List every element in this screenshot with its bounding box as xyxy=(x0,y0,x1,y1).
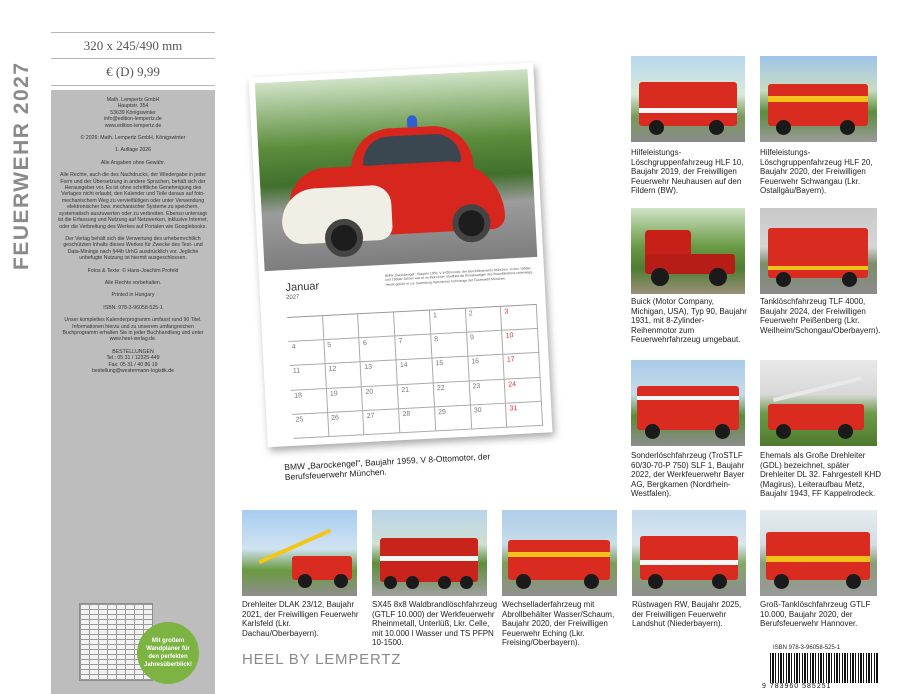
web: www.edition-lempertz.de xyxy=(104,122,162,129)
edition: 1. Auflage 2026 xyxy=(114,147,152,154)
thumb-caption: Hilfeleistungs-Löschgruppenfahrzeug HLF 10, Baujahr 2019, der Freiwilligen Feuerwehr Neuhausen auf den Fildern (BW). xyxy=(631,148,744,195)
printed-in: Printed in Hungary xyxy=(111,292,155,299)
imprint-text xyxy=(58,97,208,380)
thumb-photo xyxy=(242,510,357,596)
calendar-day-cell: 30 xyxy=(471,403,508,429)
calendar-day-cell: 16 xyxy=(468,355,505,381)
price: € (D) 9,99 xyxy=(51,59,215,86)
calendar-day-cell: 7 xyxy=(395,335,432,361)
thumb-caption: SX45 8x8 Waldbrandlöschfahrzeug (GTLF 10.000) der Werkfeuerwehr Rheinmetall, Unterlüß, Lkr. Celle, mit 10.000 l Wasser und TS PFPN 10-1500. xyxy=(372,600,498,647)
publisher: Math. Lempertz GmbH xyxy=(106,97,160,103)
calendar-day-cell: 27 xyxy=(364,409,401,435)
calendar-grid xyxy=(287,304,543,439)
calendar-day-cell: 9 xyxy=(467,331,504,357)
thumb-caption: Wechselladerfahrzeug mit Abrollbehälter Wasser/Schaum, Baujahr 2020, der Freiwilligen Feuerwehr Eching (Lkr. Freising/Oberbayern). xyxy=(502,600,615,647)
calendar-day-cell xyxy=(358,312,395,338)
tdm-text: Der Verlag behält sich die Verwertung des urheberrechtlich geschützten Inhalts dieses Werkes für Zwecke des Text- und Data-Minings nach §44b UrhG ausdrücklich vor. Jegliche unbefugte Nutzung ist hiermit ausgeschlossen. xyxy=(63,235,203,262)
fax: Fax: 05 31 / 40 86 19 xyxy=(108,361,158,368)
calendar-month: Januar xyxy=(285,280,320,295)
thumb-photo xyxy=(502,510,617,596)
calendar-day-cell: 4 xyxy=(288,340,325,366)
calendar-day-cell: 21 xyxy=(398,383,435,409)
thumb-photo xyxy=(760,56,877,142)
calendar-day-cell: 31 xyxy=(506,402,543,428)
main-calendar-mockup xyxy=(249,63,553,447)
thumb-caption: Tanklöschfahrzeug TLF 4000, Baujahr 2024, der Freiwilligen Feuerwehr Peißenberg (Lkr. Weilheim/Schongau/Oberbayern). xyxy=(760,297,881,335)
calendar-day-cell: 28 xyxy=(399,407,436,433)
thumb-caption: Rüstwagen RW, Baujahr 2025, der Freiwilligen Feuerwehr Landshut (Niederbayern). xyxy=(632,600,742,628)
thumb-caption: Ehemals als Große Drehleiter (GDL) bezeichnet, später Drehleiter DL 32. Fahrgestell KHD (Magirus), Leiteraufbau Metz, Baujahr 1943, FF Kappelrodeck. xyxy=(760,451,882,498)
thumb-photo xyxy=(760,360,877,446)
thumb-caption: Groß-Tanklöschfahrzeug GTLF 10.000, Baujahr 2020, der Berufsfeuerwehr Hannover. xyxy=(760,600,871,628)
calendar-photo-caption: BMW „Barockengel", Baujahr 1959, V 8-Ottomotor, der Berufsfeuerwehr München. In den 1950er- und 1960er-Jahren war er im Münchner Stadtbild als Einsatzwagen des Branddirektors unterwegs. Heute gehört er zur Sammlung historischer Fahrzeuge der Feuerwehr München. xyxy=(384,266,534,287)
publisher-brand: HEEL BY LEMPERTZ xyxy=(242,651,402,668)
thumb-photo xyxy=(631,360,745,446)
calendar-day-cell: 18 xyxy=(291,389,328,415)
calendar-day-cell: 1 xyxy=(430,309,467,335)
wall-planner-badge: Mit großem Wandplaner für den perfekten Jahresüberblick! xyxy=(137,622,199,684)
calendar-day-cell: 3 xyxy=(501,305,538,331)
main-photo-caption: BMW „Barockengel", Baujahr 1959, V 8-Ottomotor, der Berufsfeuerwehr München. xyxy=(284,451,491,482)
barcode xyxy=(770,653,878,683)
calendar-day-cell: 14 xyxy=(397,359,434,385)
thumb-photo xyxy=(631,208,745,294)
calendar-day-cell: 13 xyxy=(361,361,398,387)
photo-credits: Fotos & Texte: © Hans-Joachim Profeld xyxy=(87,267,179,274)
disclaimer: Alle Angaben ohne Gewähr. xyxy=(100,159,166,166)
calendar-day-cell: 29 xyxy=(435,405,472,431)
calendar-day-cell: 24 xyxy=(505,377,542,403)
calendar-day-cell: 17 xyxy=(504,353,541,379)
copyright: © 2026: Math. Lempertz GmbH, Königswinter xyxy=(80,135,186,142)
thumb-caption: Drehleiter DLAK 23/12, Baujahr 2021, der Freiwilligen Feuerwehr Karlsfeld (Lkr. Dachau/Oberbayern). xyxy=(242,600,359,638)
isbn-text: ISBN: 978-3-96058-525-1 xyxy=(103,304,163,311)
thumb-caption: Buick (Motor Company, Michigan, USA), Typ 90, Baujahr 1931, mit 8-Zylinder-Reihenmotor zum Feuerwehrfahrzeug umgebaut. xyxy=(631,297,747,344)
calendar-day-cell: 26 xyxy=(328,411,365,437)
main-photo xyxy=(255,69,537,271)
calendar-day-cell: 2 xyxy=(465,307,502,333)
thumb-caption: Hilfeleistungs-Löschgruppenfahrzeug HLF 20, Baujahr 2020, der Freiwilligen Feuerwehr Schwangau (Lkr. Ostallgäu/Bayern). xyxy=(760,148,873,195)
calendar-day-cell: 20 xyxy=(362,385,399,411)
program-text: Unser komplettes Kalenderprogramm umfasst rund 90 Titel. Informationen hierzu und zu unserem umfangreichen Buchprogramm erhalten Sie in jeder Buchhandlung und unter www.heel-verlag.de. xyxy=(62,317,204,343)
thumb-photo xyxy=(632,510,746,596)
calendar-year: 2027 xyxy=(285,294,300,302)
spine xyxy=(0,0,215,694)
format-size: 320 x 245/490 mm xyxy=(51,32,215,59)
calendar-day-cell: 19 xyxy=(327,387,364,413)
calendar-day-cell xyxy=(323,314,360,340)
thumb-photo xyxy=(631,56,745,142)
thumb-photo xyxy=(760,208,877,294)
tel: Tel.: 05 31 / 12325-449 xyxy=(106,355,160,362)
calendar-day-cell: 15 xyxy=(432,357,469,383)
reserved: Alle Rechte vorbehalten. xyxy=(104,279,162,286)
calendar-day-cell: 25 xyxy=(292,413,329,439)
isbn-label: ISBN 978-3-96058-525-1 xyxy=(773,645,841,651)
calendar-day-cell: 8 xyxy=(431,333,468,359)
street: Hauptstr. 354 xyxy=(117,103,149,110)
order-email: bestellung@westermann-logistik.de xyxy=(92,368,174,374)
calendar-day-cell: 5 xyxy=(324,338,361,364)
calendar-day-cell: 12 xyxy=(325,363,362,389)
barcode-number: 9 783960 585251 xyxy=(762,683,832,690)
calendar-day-cell xyxy=(394,311,431,337)
thumb-photo xyxy=(760,510,877,596)
spine-title: FEUERWEHR 2027 xyxy=(10,61,33,270)
calendar-day-cell xyxy=(287,316,324,342)
calendar-day-cell: 11 xyxy=(290,364,327,390)
calendar-day-cell: 23 xyxy=(469,379,506,405)
calendar-day-cell: 22 xyxy=(434,381,471,407)
rights-text: Alle Rechte, auch die des Nachdrucks, der Wiedergabe in jeder Form und der Übersetzung in andere Sprachen, behält sich der Herausgeber vor. Es ist ohne schriftliche Genehmigung des Verlages nicht erlaubt, den Kalender und Teile daraus auf foto-mechanischem Weg zu vervielfältigen oder unter Verwendung elektronischer bzw. mechanischer Systeme zu speichern, systematisch auszuwerten oder zu verbreiten. Ebenso untersagt ist die Erfassung und Nutzung auf Netzwerken, inklusive Internet, oder die Verbreitung des Werkes auf Portalen wie Googlebooks. xyxy=(58,172,208,230)
email: info@edition-lempertz.de xyxy=(104,116,162,123)
siren-light-icon xyxy=(407,115,418,128)
thumb-caption: Sonderlöschfahrzeug (TroSTLF 60/30-70-P 750) SLF 1, Baujahr 2022, der Werkfeuerwehr Bayer AG, Bergkamen (Nordrhein-Westfalen). xyxy=(631,451,745,498)
orders-label: BESTELLUNGEN xyxy=(112,348,154,355)
city: 53639 Königswinter xyxy=(110,109,156,116)
calendar-day-cell: 6 xyxy=(360,337,397,363)
calendar-day-cell: 10 xyxy=(502,329,539,355)
thumb-photo xyxy=(372,510,487,596)
